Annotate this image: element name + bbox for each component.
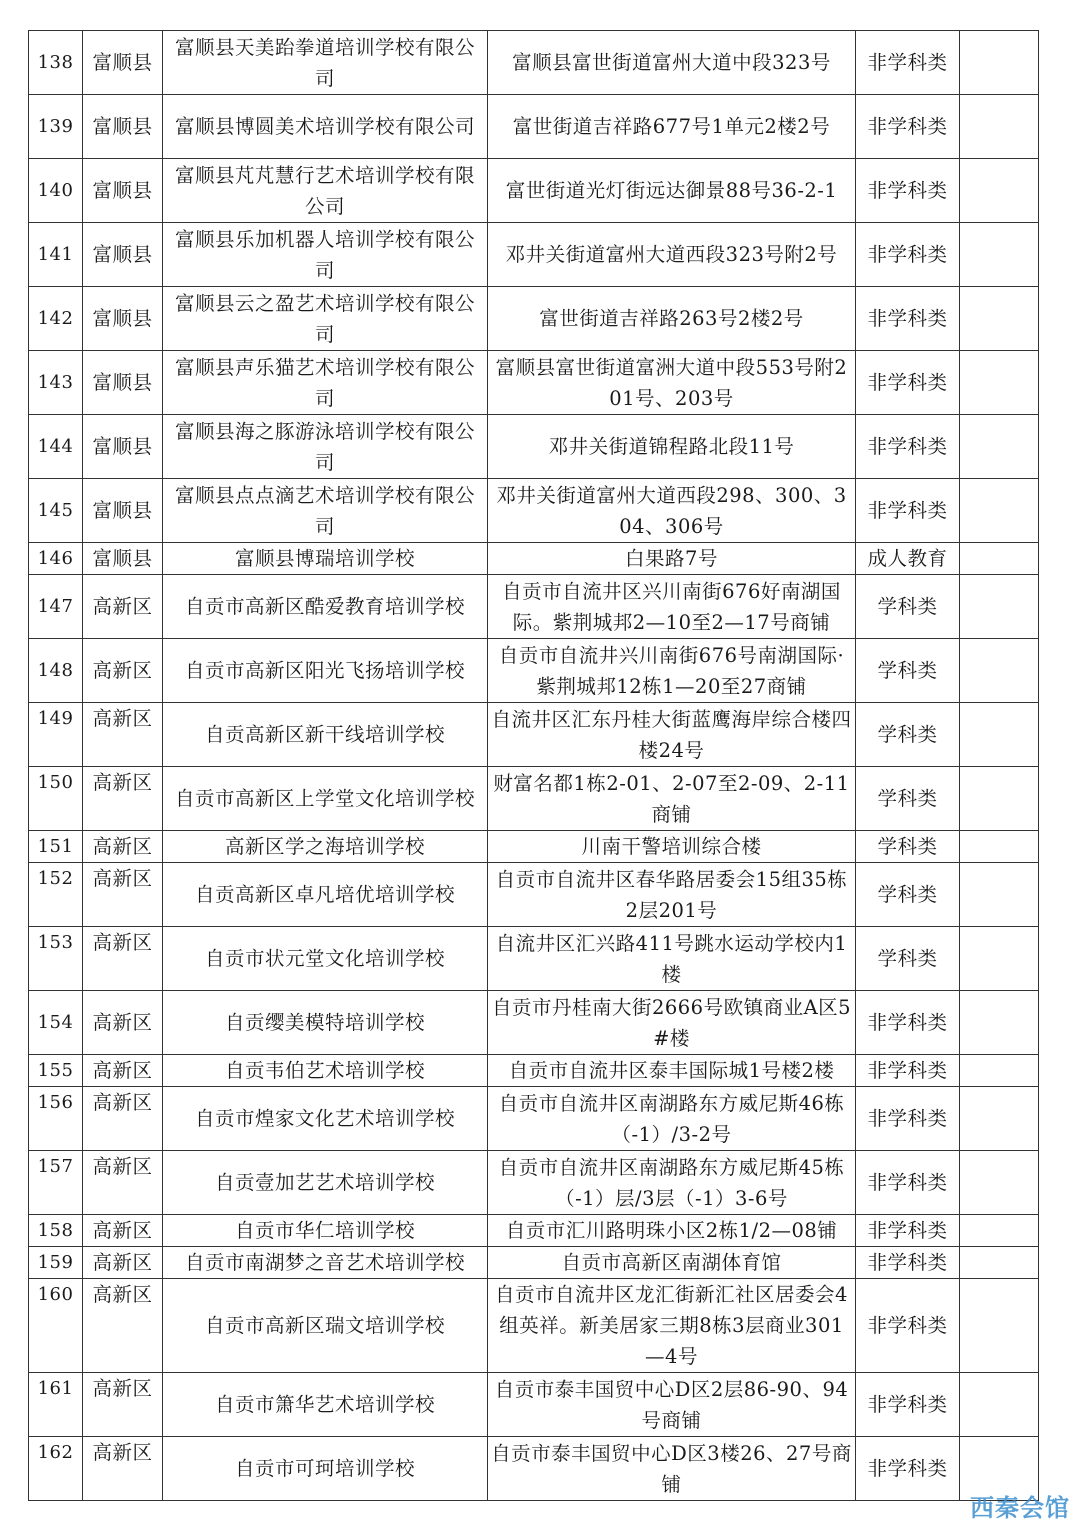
note-cell <box>960 767 1039 831</box>
table-row <box>29 575 1039 639</box>
note-cell <box>960 1151 1039 1215</box>
note-cell <box>960 1087 1039 1151</box>
table-row <box>29 1151 1039 1215</box>
row-number: 156 <box>29 1087 83 1151</box>
note-cell <box>960 415 1039 479</box>
district-cell: 高新区 <box>83 991 163 1055</box>
category-cell: 非学科类 <box>856 415 960 479</box>
category-cell: 非学科类 <box>856 1151 960 1215</box>
district-cell: 高新区 <box>83 639 163 703</box>
note-cell <box>960 1373 1039 1437</box>
school-name-cell: 自贡韦伯艺术培训学校 <box>163 1055 488 1087</box>
address-cell: 自贡市自流井区龙汇街新汇社区居委会4组英祥。新美居家三期8栋3层商业301—4号 <box>488 1279 856 1373</box>
address-cell: 富顺县富世街道富州大道中段323号 <box>488 31 856 95</box>
district-cell: 富顺县 <box>83 543 163 575</box>
row-number: 160 <box>29 1279 83 1373</box>
note-cell <box>960 287 1039 351</box>
note-cell <box>960 575 1039 639</box>
row-number: 157 <box>29 1151 83 1215</box>
category-cell: 学科类 <box>856 575 960 639</box>
table-row <box>29 95 1039 159</box>
row-number: 148 <box>29 639 83 703</box>
row-number: 150 <box>29 767 83 831</box>
table-row <box>29 351 1039 415</box>
note-cell <box>960 639 1039 703</box>
school-name-cell: 富顺县博瑞培训学校 <box>163 543 488 575</box>
note-cell <box>960 543 1039 575</box>
note-cell <box>960 1055 1039 1087</box>
table-row <box>29 1055 1039 1087</box>
table-row <box>29 1437 1039 1501</box>
district-cell: 富顺县 <box>83 159 163 223</box>
district-cell: 富顺县 <box>83 31 163 95</box>
category-cell: 学科类 <box>856 927 960 991</box>
address-cell: 邓井关街道富州大道西段298、300、304、306号 <box>488 479 856 543</box>
school-name-cell: 自贡市箫华艺术培训学校 <box>163 1373 488 1437</box>
address-cell: 自贡市泰丰国贸中心D区2层86-90、94号商铺 <box>488 1373 856 1437</box>
note-cell <box>960 95 1039 159</box>
row-number: 145 <box>29 479 83 543</box>
note-cell <box>960 927 1039 991</box>
district-cell: 高新区 <box>83 1215 163 1247</box>
row-number: 141 <box>29 223 83 287</box>
school-name-cell: 高新区学之海培训学校 <box>163 831 488 863</box>
school-name-cell: 自贡壹加艺艺术培训学校 <box>163 1151 488 1215</box>
category-cell: 非学科类 <box>856 351 960 415</box>
school-name-cell: 自贡市高新区瑞文培训学校 <box>163 1279 488 1373</box>
district-cell: 高新区 <box>83 1055 163 1087</box>
table-row <box>29 479 1039 543</box>
note-cell <box>960 159 1039 223</box>
row-number: 154 <box>29 991 83 1055</box>
category-cell: 学科类 <box>856 703 960 767</box>
school-name-cell: 富顺县乐加机器人培训学校有限公司 <box>163 223 488 287</box>
address-cell: 自贡市丹桂南大街2666号欧镇商业A区5#楼 <box>488 991 856 1055</box>
district-cell: 富顺县 <box>83 415 163 479</box>
district-cell: 高新区 <box>83 927 163 991</box>
category-cell: 学科类 <box>856 863 960 927</box>
table-row <box>29 31 1039 95</box>
table-row <box>29 159 1039 223</box>
note-cell <box>960 351 1039 415</box>
address-cell: 自贡市汇川路明珠小区2栋1/2—08铺 <box>488 1215 856 1247</box>
table-row <box>29 639 1039 703</box>
row-number: 158 <box>29 1215 83 1247</box>
note-cell <box>960 1279 1039 1373</box>
category-cell: 非学科类 <box>856 1373 960 1437</box>
note-cell <box>960 863 1039 927</box>
row-number: 144 <box>29 415 83 479</box>
category-cell: 非学科类 <box>856 991 960 1055</box>
row-number: 138 <box>29 31 83 95</box>
address-cell: 自贡市自流井区南湖路东方威尼斯46栋（-1）/3-2号 <box>488 1087 856 1151</box>
table-row <box>29 927 1039 991</box>
category-cell: 非学科类 <box>856 31 960 95</box>
table-body <box>29 31 1039 1501</box>
table-row <box>29 863 1039 927</box>
address-cell: 富世街道吉祥路677号1单元2楼2号 <box>488 95 856 159</box>
note-cell <box>960 1247 1039 1279</box>
district-cell: 高新区 <box>83 831 163 863</box>
district-cell: 富顺县 <box>83 223 163 287</box>
category-cell: 非学科类 <box>856 1215 960 1247</box>
table-row <box>29 415 1039 479</box>
school-name-cell: 自贡市华仁培训学校 <box>163 1215 488 1247</box>
school-name-cell: 富顺县点点滴艺术培训学校有限公司 <box>163 479 488 543</box>
note-cell <box>960 991 1039 1055</box>
table-row <box>29 1087 1039 1151</box>
note-cell <box>960 31 1039 95</box>
district-cell: 富顺县 <box>83 95 163 159</box>
district-cell: 高新区 <box>83 863 163 927</box>
row-number: 142 <box>29 287 83 351</box>
note-cell <box>960 831 1039 863</box>
note-cell <box>960 1215 1039 1247</box>
address-cell: 富世街道吉祥路263号2楼2号 <box>488 287 856 351</box>
row-number: 162 <box>29 1437 83 1501</box>
address-cell: 白果路7号 <box>488 543 856 575</box>
row-number: 149 <box>29 703 83 767</box>
row-number: 152 <box>29 863 83 927</box>
category-cell: 非学科类 <box>856 1437 960 1501</box>
address-cell: 自贡市泰丰国贸中心D区3楼26、27号商铺 <box>488 1437 856 1501</box>
note-cell <box>960 223 1039 287</box>
category-cell: 非学科类 <box>856 287 960 351</box>
address-cell: 自贡市自流井区南湖路东方威尼斯45栋（-1）层/3层（-1）3-6号 <box>488 1151 856 1215</box>
category-cell: 非学科类 <box>856 223 960 287</box>
note-cell <box>960 479 1039 543</box>
category-cell: 学科类 <box>856 831 960 863</box>
category-cell: 成人教育 <box>856 543 960 575</box>
district-cell: 高新区 <box>83 1437 163 1501</box>
school-name-cell: 自贡市高新区上学堂文化培训学校 <box>163 767 488 831</box>
school-name-cell: 自贡高新区新干线培训学校 <box>163 703 488 767</box>
category-cell: 非学科类 <box>856 479 960 543</box>
category-cell: 非学科类 <box>856 1279 960 1373</box>
district-cell: 富顺县 <box>83 479 163 543</box>
row-number: 146 <box>29 543 83 575</box>
address-cell: 自流井区汇兴路411号跳水运动学校内1楼 <box>488 927 856 991</box>
school-name-cell: 自贡市煌家文化艺术培训学校 <box>163 1087 488 1151</box>
row-number: 139 <box>29 95 83 159</box>
school-name-cell: 富顺县博圆美术培训学校有限公司 <box>163 95 488 159</box>
school-name-cell: 富顺县声乐猫艺术培训学校有限公司 <box>163 351 488 415</box>
address-cell: 自贡市自流井区泰丰国际城1号楼2楼 <box>488 1055 856 1087</box>
table-row <box>29 1247 1039 1279</box>
table-row <box>29 703 1039 767</box>
address-cell: 邓井关街道锦程路北段11号 <box>488 415 856 479</box>
address-cell: 财富名都1栋2-01、2-07至2-09、2-11商铺 <box>488 767 856 831</box>
table-row <box>29 287 1039 351</box>
school-name-cell: 富顺县芃芃慧行艺术培训学校有限公司 <box>163 159 488 223</box>
district-cell: 高新区 <box>83 1087 163 1151</box>
school-name-cell: 自贡市南湖梦之音艺术培训学校 <box>163 1247 488 1279</box>
school-name-cell: 自贡市可珂培训学校 <box>163 1437 488 1501</box>
district-cell: 高新区 <box>83 1247 163 1279</box>
address-cell: 富顺县富世街道富洲大道中段553号附201号、203号 <box>488 351 856 415</box>
district-cell: 高新区 <box>83 1279 163 1373</box>
address-cell: 邓井关街道富州大道西段323号附2号 <box>488 223 856 287</box>
note-cell <box>960 703 1039 767</box>
address-cell: 自贡市自流井区兴川南街676好南湖国际。紫荆城邦2—10至2—17号商铺 <box>488 575 856 639</box>
watermark-logo: 西秦会馆 <box>970 1494 1070 1522</box>
table-row <box>29 1279 1039 1373</box>
district-cell: 高新区 <box>83 767 163 831</box>
table-row <box>29 223 1039 287</box>
row-number: 140 <box>29 159 83 223</box>
school-list-table <box>28 30 1039 1501</box>
row-number: 153 <box>29 927 83 991</box>
table-row <box>29 991 1039 1055</box>
table-row <box>29 1373 1039 1437</box>
district-cell: 高新区 <box>83 1151 163 1215</box>
category-cell: 非学科类 <box>856 1247 960 1279</box>
school-name-cell: 自贡市状元堂文化培训学校 <box>163 927 488 991</box>
row-number: 155 <box>29 1055 83 1087</box>
row-number: 147 <box>29 575 83 639</box>
address-cell: 川南干警培训综合楼 <box>488 831 856 863</box>
district-cell: 高新区 <box>83 1373 163 1437</box>
school-name-cell: 富顺县天美跆拳道培训学校有限公司 <box>163 31 488 95</box>
row-number: 143 <box>29 351 83 415</box>
district-cell: 富顺县 <box>83 351 163 415</box>
school-name-cell: 自贡缨美模特培训学校 <box>163 991 488 1055</box>
table-row <box>29 1215 1039 1247</box>
address-cell: 自贡市自流井区春华路居委会15组35栋2层201号 <box>488 863 856 927</box>
category-cell: 学科类 <box>856 639 960 703</box>
address-cell: 自贡市高新区南湖体育馆 <box>488 1247 856 1279</box>
table-row <box>29 543 1039 575</box>
address-cell: 富世街道光灯街远达御景88号36-2-1 <box>488 159 856 223</box>
school-name-cell: 富顺县云之盈艺术培训学校有限公司 <box>163 287 488 351</box>
category-cell: 学科类 <box>856 767 960 831</box>
district-cell: 富顺县 <box>83 287 163 351</box>
category-cell: 非学科类 <box>856 1055 960 1087</box>
district-cell: 高新区 <box>83 703 163 767</box>
row-number: 161 <box>29 1373 83 1437</box>
school-name-cell: 自贡高新区卓凡培优培训学校 <box>163 863 488 927</box>
category-cell: 非学科类 <box>856 159 960 223</box>
school-name-cell: 自贡市高新区酷爱教育培训学校 <box>163 575 488 639</box>
table-row <box>29 831 1039 863</box>
address-cell: 自流井区汇东丹桂大街蓝鹰海岸综合楼四楼24号 <box>488 703 856 767</box>
district-cell: 高新区 <box>83 575 163 639</box>
category-cell: 非学科类 <box>856 1087 960 1151</box>
school-name-cell: 自贡市高新区阳光飞扬培训学校 <box>163 639 488 703</box>
address-cell: 自贡市自流井兴川南街676号南湖国际·紫荆城邦12栋1—20至27商铺 <box>488 639 856 703</box>
row-number: 151 <box>29 831 83 863</box>
school-name-cell: 富顺县海之豚游泳培训学校有限公司 <box>163 415 488 479</box>
table-row <box>29 767 1039 831</box>
row-number: 159 <box>29 1247 83 1279</box>
category-cell: 非学科类 <box>856 95 960 159</box>
